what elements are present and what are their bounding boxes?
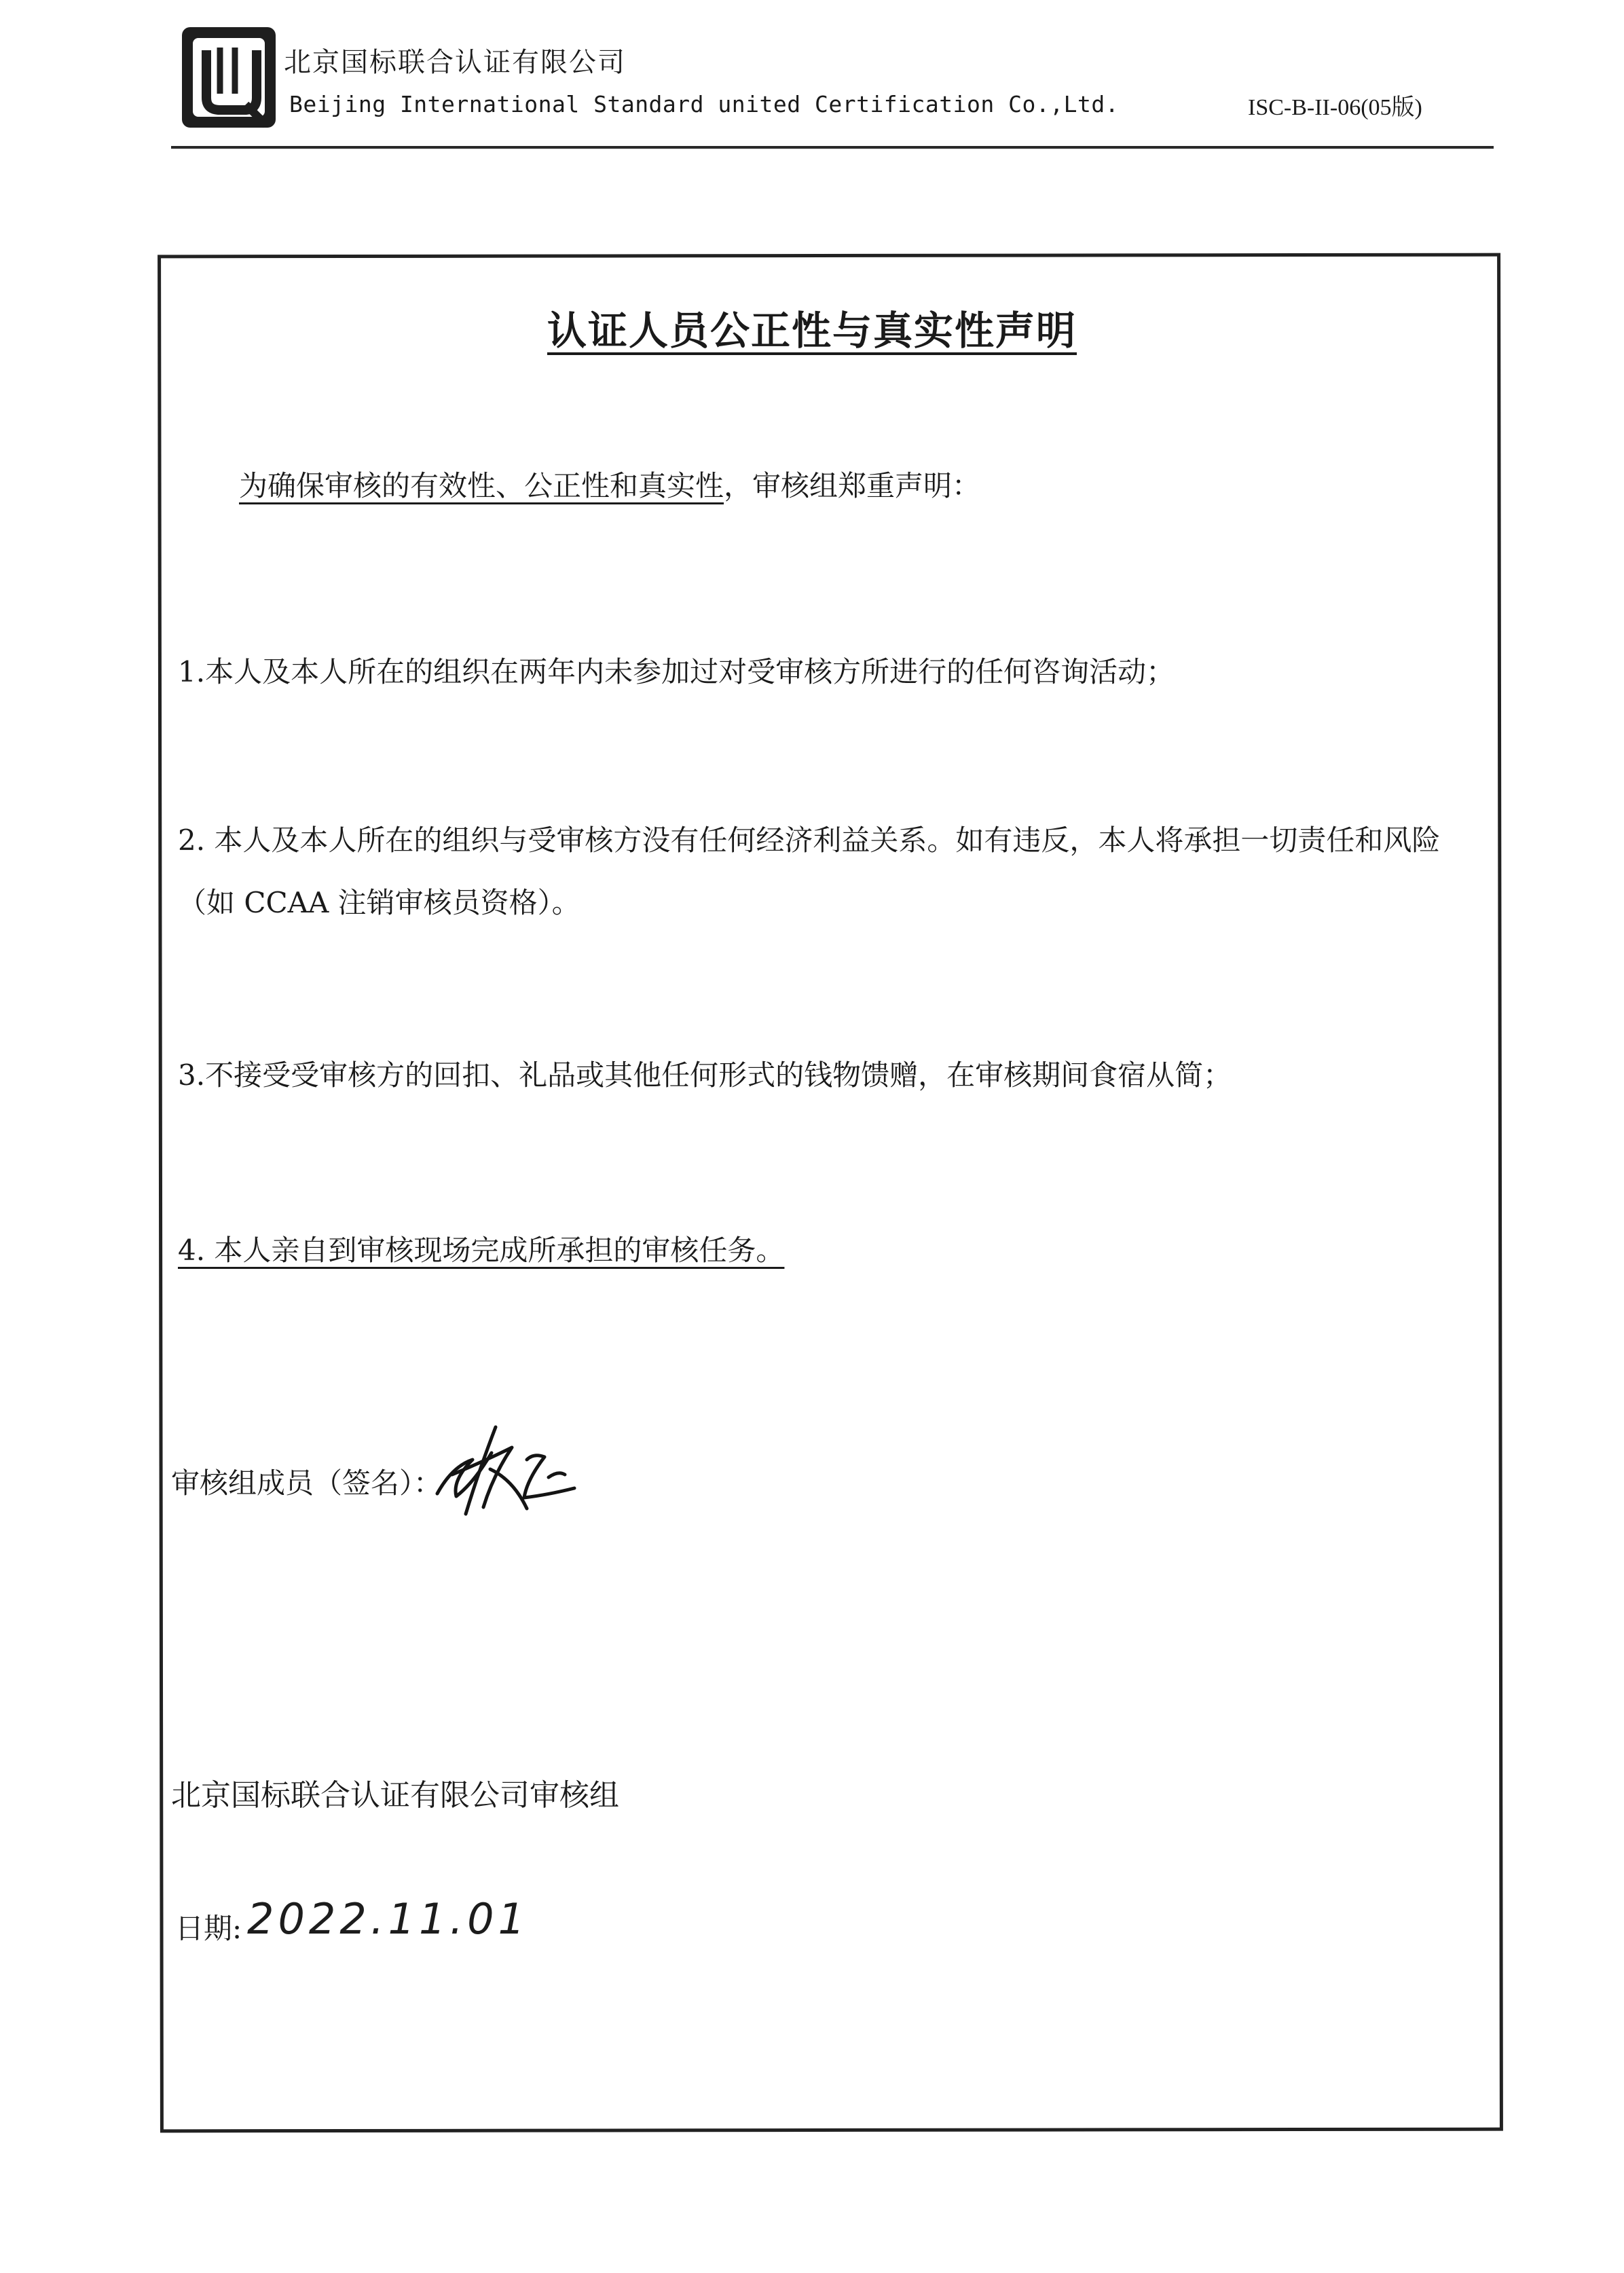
intro-rest-text: ，审核组郑重声明： <box>724 469 981 502</box>
document-border <box>158 253 1503 2133</box>
document-code: ISC-B-II-06(05版) <box>1248 95 1422 120</box>
intro-underlined-text: 为确保审核的有效性、公正性和真实性 <box>239 469 724 502</box>
signature-label: 审核组成员（签名）： <box>171 1466 443 1500</box>
date-value: 2022.11.01 <box>247 1894 529 1944</box>
header-divider <box>171 146 1494 149</box>
document-title: 认证人员公正性与真实性声明 <box>547 308 1077 354</box>
intro-paragraph <box>239 455 1549 517</box>
handwritten-signature-icon <box>425 1412 595 1534</box>
company-logo-icon <box>178 23 280 132</box>
audit-team-org: 北京国标联合认证有限公司审核组 <box>171 1778 619 1813</box>
declaration-item-1: 1.本人及本人所在的组织在两年内未参加过对受审核方所进行的任何咨询活动； <box>178 655 1175 688</box>
company-name-en: Beijing International Standard united Certification Co.,Ltd. <box>289 91 1120 117</box>
declaration-item-4: 4. 本人亲自到审核现场完成所承担的审核任务。 <box>178 1234 785 1267</box>
declaration-item-2: 2. 本人及本人所在的组织与受审核方没有任何经济利益关系。如有违反，本人将承担一切责任和风险（如 CCAA 注销审核员资格）。 <box>178 824 1441 919</box>
date-label: 日期: <box>175 1912 242 1945</box>
company-name-cn: 北京国标联合认证有限公司 <box>284 47 626 78</box>
declaration-item-3: 3.不接受受审核方的回扣、礼品或其他任何形式的钱物馈赠，在审核期间食宿从简； <box>178 1058 1232 1092</box>
